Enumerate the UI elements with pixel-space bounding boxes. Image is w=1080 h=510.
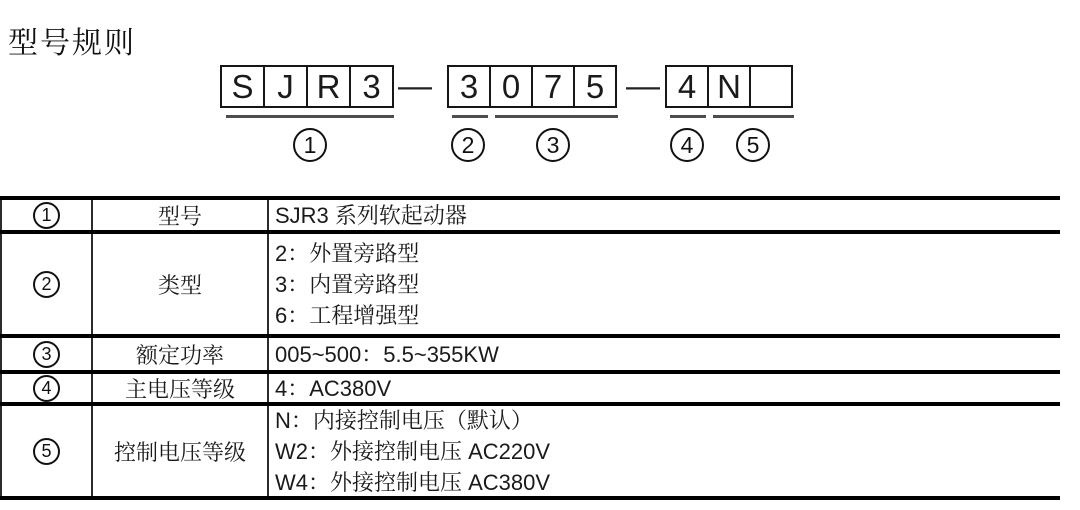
table-row-model [0, 196, 1060, 230]
row-value [269, 338, 1060, 370]
row-mark-cell [0, 338, 93, 370]
circled-mark-4: 4 [670, 128, 704, 162]
page-title: 型号规则 [8, 27, 136, 60]
row-mark-cell [0, 374, 93, 402]
row-mark-cell [0, 200, 93, 230]
value-line: 6：工程增强型 [275, 302, 420, 328]
underline-segment-4 [670, 115, 706, 118]
code-cell-type: 3 [447, 65, 491, 108]
value-line: N：内接控制电压（默认） [275, 407, 533, 433]
code-cell-main-voltage: 4 [665, 65, 709, 108]
circled-mark-2: 2 [451, 128, 485, 162]
circled-mark-5-small: 5 [33, 438, 60, 465]
code-cell-power-2: 7 [531, 65, 575, 108]
code-cell-j: J [263, 65, 308, 108]
row-value [269, 406, 1060, 496]
code-cell-3: 3 [349, 65, 394, 108]
circled-mark-3-small: 3 [33, 341, 60, 368]
circled-mark-1-small: 1 [33, 202, 60, 229]
value-line: 4：AC380V [275, 375, 392, 401]
row-value [269, 234, 1060, 334]
underline-segment-5 [713, 115, 794, 118]
dash-separator-1: — [398, 67, 432, 105]
row-mark-cell [0, 406, 93, 496]
table-row-control-voltage [0, 402, 1060, 496]
code-cell-power-3: 5 [573, 65, 617, 108]
value-line: 2：外置旁路型 [275, 240, 420, 266]
underline-segment-2 [452, 115, 488, 118]
code-cell-r: R [306, 65, 351, 108]
row-label: 额定功率 [93, 338, 269, 370]
underline-segment-3 [495, 115, 618, 118]
table-row-rated-power [0, 334, 1060, 370]
value-line: 005~500：5.5~355KW [275, 341, 499, 367]
table-row-main-voltage [0, 370, 1060, 402]
circled-mark-2-small: 2 [33, 271, 60, 298]
code-cell-blank [749, 65, 793, 108]
circled-mark-4-small: 4 [33, 375, 60, 402]
voltage-boxes [665, 65, 793, 108]
circled-mark-5: 5 [736, 128, 770, 162]
circled-mark-3: 3 [536, 128, 570, 162]
model-rule-table [0, 196, 1060, 500]
underline-segment-1 [226, 115, 394, 118]
value-line: W2：外接控制电压 AC220V [275, 438, 551, 464]
row-mark-cell [0, 234, 93, 334]
model-series-boxes [220, 65, 394, 108]
table-row-type [0, 230, 1060, 334]
value-line: SJR3 系列软起动器 [275, 202, 467, 228]
type-power-boxes [447, 65, 617, 108]
row-value [269, 374, 1060, 402]
dash-separator-2: — [626, 67, 660, 105]
value-line: W4：外接控制电压 AC380V [275, 469, 551, 495]
row-label: 主电压等级 [93, 374, 269, 402]
circled-mark-1: 1 [293, 128, 327, 162]
code-cell-power-1: 0 [489, 65, 533, 108]
code-cell-control-voltage: N [707, 65, 751, 108]
row-value [269, 200, 1060, 230]
row-label: 控制电压等级 [93, 406, 269, 496]
value-line: 3：内置旁路型 [275, 271, 420, 297]
row-label: 类型 [93, 234, 269, 334]
code-cell-s: S [220, 65, 265, 108]
row-label: 型号 [93, 200, 269, 230]
